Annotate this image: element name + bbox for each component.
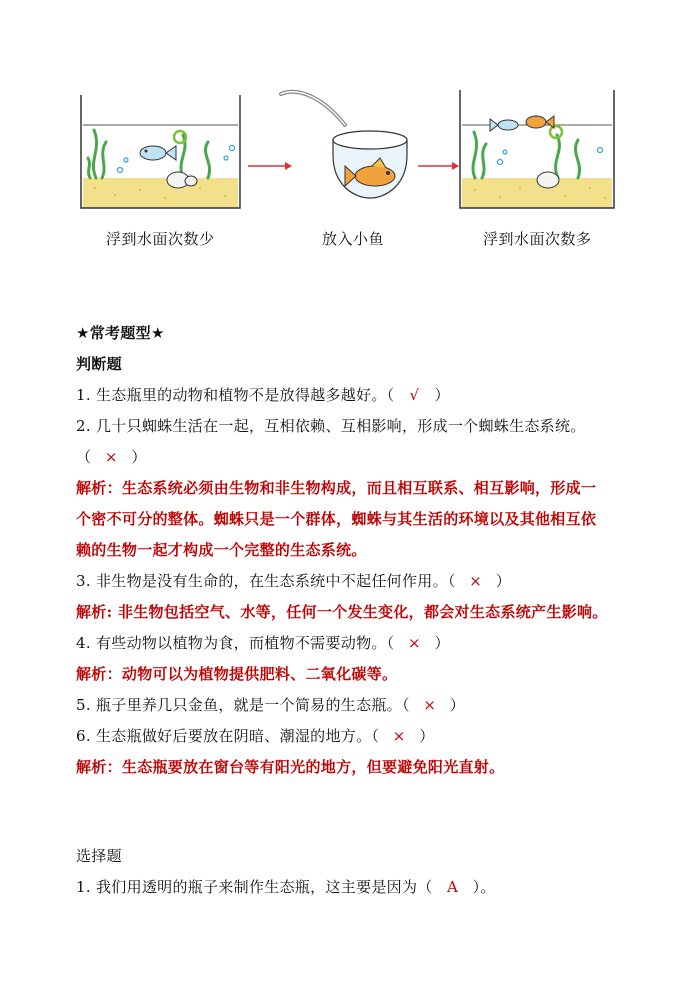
paren-close: ） (495, 572, 511, 590)
goldfish-icon (526, 116, 554, 128)
multiple-choice-title: 选择题 (76, 847, 122, 865)
caption-left: 浮到水面次数少 (106, 230, 215, 248)
answer-mark: × (423, 696, 437, 714)
answer-mark: × (469, 572, 483, 590)
question-mc-1 (76, 872, 636, 903)
true-false-title: 判断题 (76, 355, 122, 373)
fish-icon (490, 119, 518, 131)
question-text: 6. 生态瓶做好后要放在阴暗、潮湿的地方。（ (76, 727, 380, 745)
analysis-tf-4: 解析：动物可以为植物提供肥料、二氧化碳等。 (76, 665, 398, 683)
analysis-tf-2-line3: 赖的生物一起才构成一个完整的生态系统。 (76, 541, 367, 559)
analysis-tf-6: 解析：生态瓶要放在窗台等有阳光的地方，但要避免阳光直射。 (76, 758, 505, 776)
tank-right (460, 90, 614, 208)
paren-close: ） (419, 727, 435, 745)
paren-close: ） (449, 696, 466, 714)
caption-right: 浮到水面次数多 (483, 230, 592, 248)
question-text: 1. 我们用透明的瓶子来制作生态瓶，这主要是因为（ (76, 878, 433, 896)
rock-icon (167, 172, 197, 188)
question-tf-6 (76, 721, 636, 752)
analysis-tf-2-line2: 个密不可分的整体。蜘蛛只是一个群体，蜘蛛与其生活的环境以及其他相互依 (76, 510, 597, 528)
question-tf-4 (76, 628, 636, 659)
question-tf-3 (76, 566, 636, 597)
fishnet (281, 92, 407, 198)
answer-mark: × (392, 727, 406, 745)
answer-mark: A (447, 878, 459, 896)
question-tf-2-answer (76, 442, 636, 473)
answer-mark: × (408, 634, 421, 652)
answer-mark: × (104, 448, 118, 466)
fish-icon (140, 146, 176, 160)
paren-close: ） (434, 386, 450, 404)
arrow-icon (418, 162, 459, 170)
question-text: 1. 生态瓶里的动物和植物不是放得越多越好。（ (76, 386, 395, 404)
answer-mark: √ (409, 386, 420, 404)
question-tf-2: 2. 几十只蜘蛛生活在一起，互相依赖、互相影响，形成一个蜘蛛生态系统。 (76, 417, 586, 435)
analysis-tf-3: 解析: 非生物包括空气、水等，任何一个发生变化，都会对生态系统产生影响。 (76, 603, 608, 621)
caption-middle: 放入小鱼 (322, 230, 385, 248)
ecosystem-figure (0, 80, 696, 255)
tank-left (81, 95, 240, 208)
section-title: ★常考题型★ (76, 324, 165, 342)
arrow-icon (248, 162, 292, 170)
question-text: 4. 有些动物以植物为食，而植物不需要动物。（ (76, 634, 395, 652)
question-text: 3. 非生物是没有生命的，在生态系统中不起任何作用。（ (76, 572, 456, 590)
question-content (76, 318, 636, 903)
question-text: 5. 瓶子里养几只金鱼，就是一个简易的生态瓶。（ (76, 696, 410, 714)
plant-icon (473, 132, 580, 178)
paren-close: ） (131, 448, 147, 466)
ecosystem-illustration (0, 80, 696, 220)
rock-icon (537, 172, 559, 188)
paren-close: ）。 (472, 878, 496, 896)
bubbles-icon (498, 148, 603, 165)
question-tf-1 (76, 380, 636, 411)
paren-open: （ (76, 448, 92, 466)
question-tf-5 (76, 690, 636, 721)
spacer (76, 783, 636, 841)
paren-close: ） (434, 634, 450, 652)
analysis-tf-2-line1: 解析：生态系统必须由生物和非生物构成，而且相互联系、相互影响，形成一 (76, 479, 597, 497)
